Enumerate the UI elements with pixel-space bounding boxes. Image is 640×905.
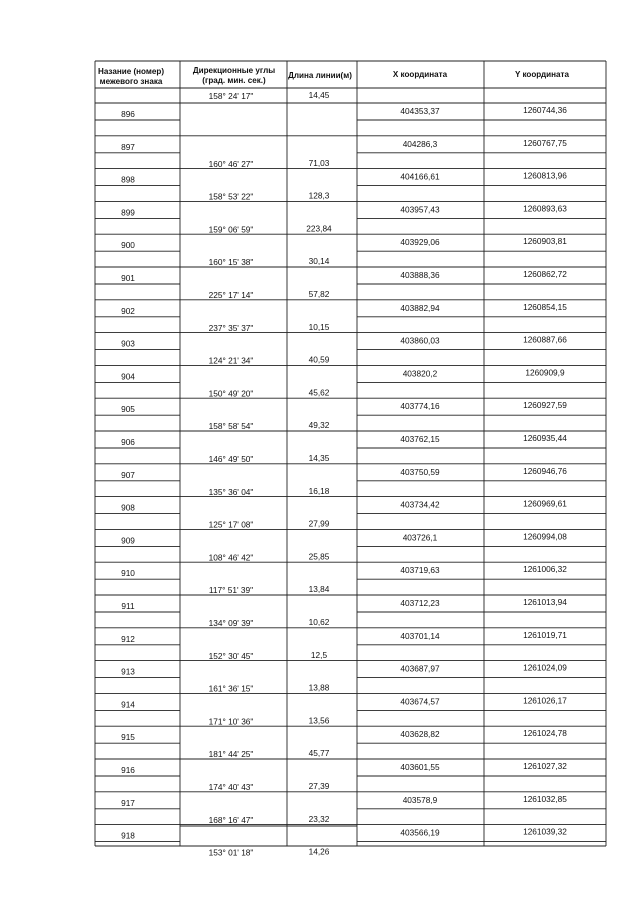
x-coordinate: 403888,36 — [400, 270, 440, 280]
direction-angle: 152° 30' 45" — [208, 650, 254, 661]
mark-name: 897 — [121, 141, 135, 152]
mark-name: 905 — [121, 404, 135, 415]
line-length: 40,59 — [308, 354, 330, 365]
direction-angle: 159° 06' 59" — [208, 224, 254, 235]
header-bearing-line2: (град. мин. сек.) — [202, 76, 266, 85]
mark-name: 902 — [121, 305, 135, 316]
direction-angle: 158° 24' 17" — [208, 91, 254, 101]
x-coordinate: 403578,9 — [402, 794, 438, 805]
x-coordinate: 403719,63 — [400, 565, 440, 576]
direction-angle: 174° 40' 43" — [208, 782, 254, 792]
header-x-coordinate: X координата — [392, 70, 448, 79]
y-coordinate: 1260909,9 — [525, 367, 565, 378]
line-length: 71,03 — [308, 157, 330, 168]
line-length: 14,26 — [308, 846, 330, 857]
direction-angle: 125° 17' 08" — [208, 519, 254, 530]
y-coordinate: 1261027,32 — [523, 761, 567, 771]
x-coordinate: 403774,16 — [400, 401, 440, 412]
line-length: 223,84 — [306, 223, 332, 234]
x-coordinate: 404353,37 — [400, 106, 440, 116]
x-coordinate: 403860,03 — [400, 335, 440, 346]
header-line-length: Длина линии(м) — [288, 71, 352, 80]
y-coordinate: 1261013,94 — [523, 597, 567, 607]
x-coordinate: 403957,43 — [400, 204, 440, 215]
direction-angle: 160° 15' 38" — [208, 257, 254, 268]
line-length: 14,45 — [308, 90, 330, 100]
y-coordinate: 1261024,78 — [523, 728, 567, 739]
direction-angle: 117° 51' 39" — [208, 585, 254, 596]
line-length: 13,84 — [308, 584, 330, 595]
direction-angle: 168° 16' 47" — [208, 814, 254, 825]
y-coordinate: 1260935,44 — [523, 433, 567, 443]
line-length: 45,77 — [308, 748, 330, 759]
x-coordinate: 403628,82 — [400, 729, 440, 740]
mark-name: 918 — [121, 830, 135, 841]
direction-angle: 124° 21' 34" — [208, 355, 254, 366]
y-coordinate: 1260854,15 — [523, 301, 567, 312]
direction-angle: 158° 53' 22" — [208, 191, 254, 202]
x-coordinate: 403726,1 — [402, 532, 438, 543]
line-length: 10,15 — [308, 321, 330, 332]
line-length: 13,56 — [308, 715, 330, 726]
line-length: 23,32 — [308, 813, 330, 824]
mark-name: 911 — [121, 601, 135, 611]
line-length: 25,85 — [308, 551, 330, 562]
y-coordinate: 1261039,32 — [523, 826, 567, 837]
mark-name: 912 — [121, 633, 135, 644]
line-length: 49,32 — [308, 420, 330, 431]
direction-angle: 108° 46' 42" — [208, 552, 254, 563]
header-mark-name-line1: Назание (номер) — [97, 67, 165, 76]
x-coordinate: 403750,59 — [400, 466, 440, 477]
mark-name: 910 — [121, 568, 135, 579]
mark-name: 904 — [121, 371, 135, 382]
table-body — [121, 90, 567, 858]
x-coordinate: 403882,94 — [400, 302, 440, 313]
y-coordinate: 1260813,96 — [523, 170, 567, 181]
y-coordinate: 1260927,59 — [523, 400, 567, 411]
header-mark-name-line2: межевого знака — [99, 77, 163, 86]
table-header — [98, 66, 570, 86]
line-length: 14,35 — [308, 453, 330, 463]
direction-angle: 161° 36' 15" — [208, 683, 254, 694]
y-coordinate: 1261026,17 — [523, 695, 567, 706]
direction-angle: 153° 01' 18" — [208, 847, 254, 858]
y-coordinate: 1260903,81 — [523, 236, 567, 247]
y-coordinate: 1260893,63 — [523, 203, 567, 214]
line-length: 10,62 — [308, 617, 330, 627]
direction-angle: 225° 17' 14" — [208, 290, 254, 300]
direction-angle: 150° 49' 20" — [208, 388, 254, 399]
mark-name: 917 — [121, 797, 135, 808]
y-coordinate: 1260767,75 — [523, 137, 567, 148]
x-coordinate: 404166,61 — [400, 171, 440, 182]
x-coordinate: 403601,55 — [400, 762, 440, 772]
mark-name: 914 — [121, 699, 135, 710]
x-coordinate: 403762,15 — [400, 434, 440, 444]
y-coordinate: 1261006,32 — [523, 564, 567, 575]
direction-angle: 237° 35' 37" — [208, 322, 254, 333]
x-coordinate: 403687,97 — [400, 663, 440, 674]
x-coordinate: 403566,19 — [400, 827, 440, 838]
mark-name: 898 — [121, 174, 135, 185]
mark-name: 907 — [121, 469, 135, 480]
y-coordinate: 1261032,85 — [523, 793, 567, 804]
y-coordinate: 1260744,36 — [523, 105, 567, 115]
line-length: 16,18 — [308, 485, 330, 496]
direction-angle: 171° 10' 36" — [208, 716, 254, 727]
x-coordinate: 403712,23 — [400, 598, 440, 608]
line-length: 13,88 — [308, 682, 330, 693]
y-coordinate: 1260969,61 — [523, 498, 567, 509]
mark-name: 916 — [121, 765, 135, 775]
mark-name: 900 — [121, 240, 135, 251]
y-coordinate: 1260862,72 — [523, 269, 567, 279]
direction-angle: 158° 58' 54" — [208, 421, 254, 432]
x-coordinate: 404286,3 — [402, 138, 438, 149]
mark-name: 906 — [121, 437, 135, 447]
line-length: 128,3 — [308, 190, 330, 201]
line-length: 45,62 — [308, 387, 330, 398]
line-length: 12,5 — [310, 649, 328, 660]
line-length: 30,14 — [308, 256, 330, 267]
header-bearing-line1: Дирекционные углы — [192, 66, 276, 75]
y-coordinate: 1261024,09 — [523, 662, 567, 673]
line-length: 57,82 — [308, 289, 330, 299]
line-length: 27,39 — [308, 781, 330, 791]
direction-angle: 160° 46' 27" — [208, 158, 254, 169]
y-coordinate: 1260994,08 — [523, 531, 567, 542]
y-coordinate: 1260946,76 — [523, 465, 567, 476]
line-length: 27,99 — [308, 518, 330, 529]
mark-name: 901 — [121, 273, 135, 283]
mark-name: 896 — [121, 109, 135, 119]
mark-name: 915 — [121, 732, 135, 743]
mark-name: 903 — [121, 338, 135, 349]
x-coordinate: 403734,42 — [400, 499, 440, 510]
mark-name: 913 — [121, 666, 135, 677]
direction-angle: 146° 49' 50" — [208, 454, 254, 464]
direction-angle: 181° 44' 25" — [208, 749, 254, 760]
x-coordinate: 403820,2 — [402, 368, 438, 379]
mark-name: 899 — [121, 207, 135, 218]
x-coordinate: 403929,06 — [400, 237, 440, 248]
mark-name: 908 — [121, 502, 135, 513]
direction-angle: 134° 09' 39" — [208, 618, 254, 628]
y-coordinate: 1261019,71 — [523, 629, 567, 640]
x-coordinate: 403701,14 — [400, 630, 440, 641]
header-y-coordinate: Y координата — [514, 70, 570, 79]
mark-name: 909 — [121, 535, 135, 546]
x-coordinate: 403674,57 — [400, 696, 440, 707]
y-coordinate: 1260887,66 — [523, 334, 567, 345]
direction-angle: 135° 36' 04" — [208, 486, 254, 497]
